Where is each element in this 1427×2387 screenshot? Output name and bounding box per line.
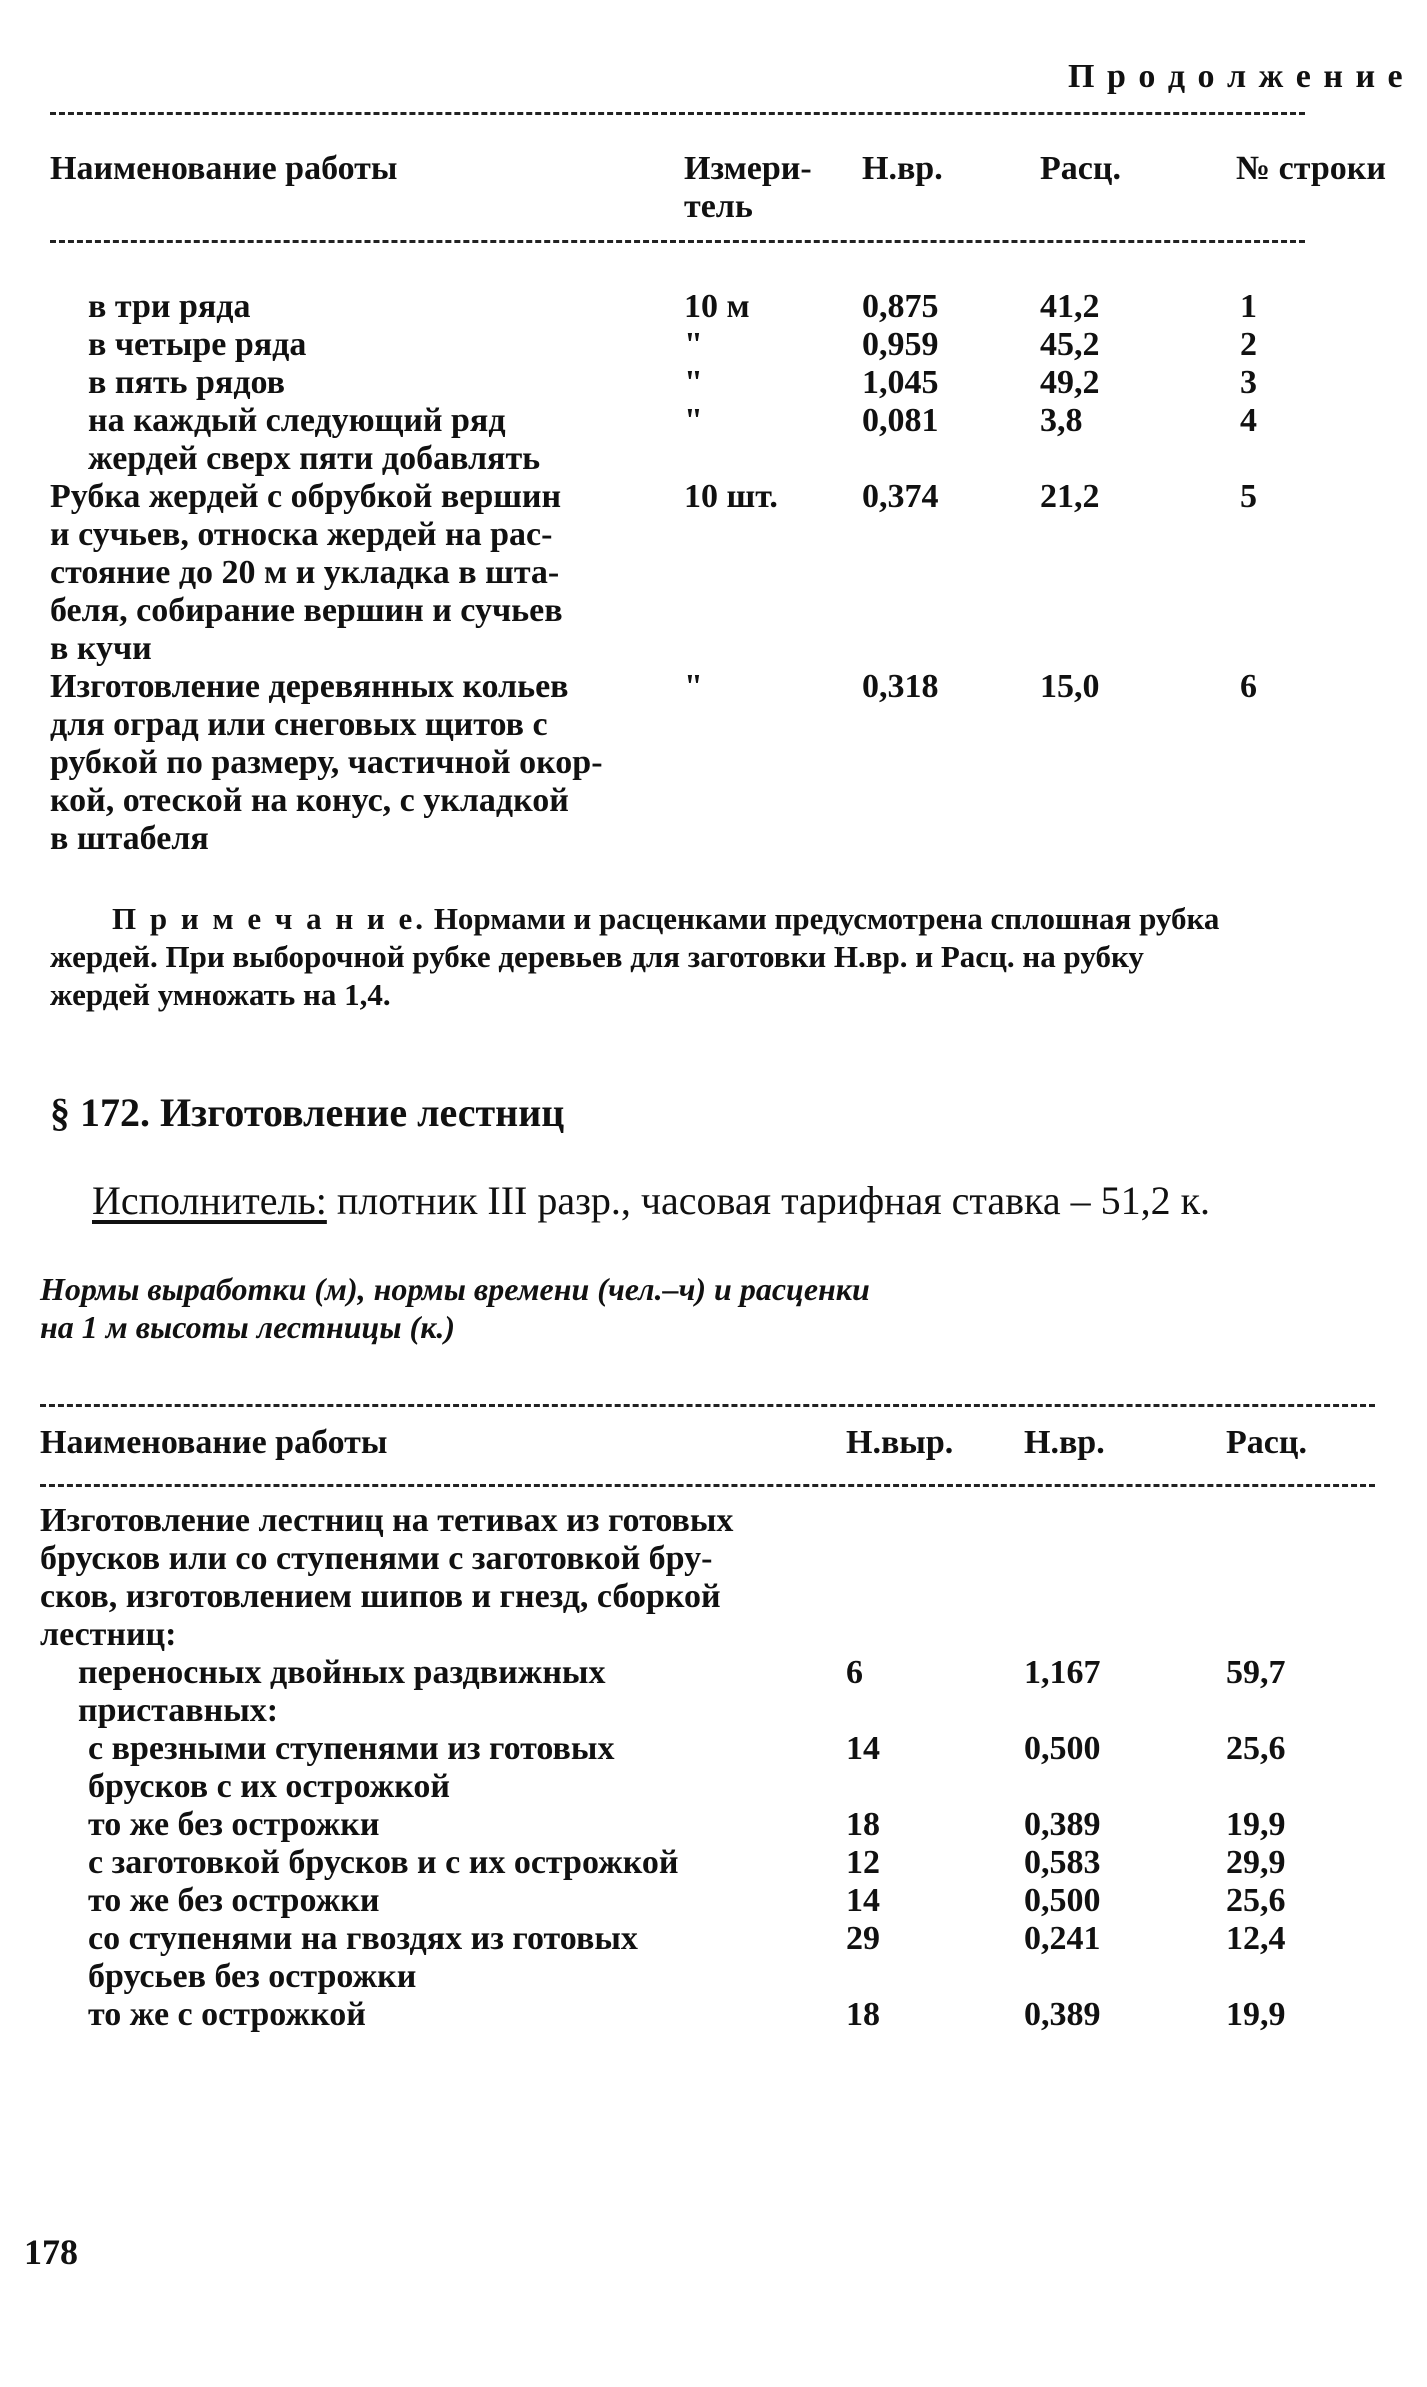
t1-row5-name-line4: беля, собирание вершин и сучьев <box>50 592 563 629</box>
note-line3: жердей умножать на 1,4. <box>50 977 391 1012</box>
t2-row8-rasc: 19,9 <box>1226 1996 1286 2033</box>
table2-header-rule <box>40 1484 1375 1487</box>
table2-top-rule <box>40 1404 1375 1407</box>
t2-row1-name: переносных двойных раздвижных <box>78 1654 606 1691</box>
t1-row6-name-line2: для оград или снеговых щитов с <box>50 706 548 743</box>
t1-header-row: № строки <box>1236 150 1386 187</box>
t2-row3-nvr: 0,500 <box>1024 1730 1101 1767</box>
t2-row7-nvyr: 29 <box>846 1920 880 1957</box>
t1-row3-nvr: 1,045 <box>862 364 939 401</box>
t2-header-nvyr: Н.выр. <box>846 1424 954 1461</box>
t2-row3-nvyr: 14 <box>846 1730 880 1767</box>
t2-row3-rasc: 25,6 <box>1226 1730 1286 1767</box>
t1-row5-name-line2: и сучьев, относка жердей на рас- <box>50 516 553 553</box>
t1-row3-name: в пять рядов <box>88 364 286 401</box>
t2-intro-line2: брусков или со ступенями с заготовкой бру- <box>40 1540 713 1577</box>
t2-row8-nvr: 0,389 <box>1024 1996 1101 2033</box>
t2-row7-rasc: 12,4 <box>1226 1920 1286 1957</box>
section-title: § 172. Изготовление лестниц <box>50 1090 565 1135</box>
t1-row2-number: 2 <box>1240 326 1257 363</box>
continuation-label: П р о д о л ж е н и е <box>1068 58 1405 95</box>
t2-row5-rasc: 29,9 <box>1226 1844 1286 1881</box>
executor-text: плотник III разр., часовая тарифная ставка – 51,2 к. <box>336 1178 1211 1223</box>
t1-row5-rasc: 21,2 <box>1040 478 1100 515</box>
t2-header-nvr: Н.вр. <box>1024 1424 1105 1461</box>
t1-row2-nvr: 0,959 <box>862 326 939 363</box>
t1-header-name: Наименование работы <box>50 150 398 187</box>
executor-label: Исполнитель: <box>92 1178 327 1223</box>
t1-row6-name-line4: кой, отеской на конус, с укладкой <box>50 782 569 819</box>
t1-row1-number: 1 <box>1240 288 1257 325</box>
t1-row4-unit: " <box>684 402 703 439</box>
t2-row1-nvr: 1,167 <box>1024 1654 1101 1691</box>
t2-row6-nvr: 0,500 <box>1024 1882 1101 1919</box>
note-line2: жердей. При выборочной рубке деревьев для заготовки Н.вр. и Расц. на рубку <box>50 939 1144 974</box>
table1-header-rule <box>50 240 1305 243</box>
t2-intro-line4: лестниц: <box>40 1616 177 1653</box>
note-label: П р и м е ч а н и е. <box>112 901 427 936</box>
t1-row1-unit: 10 м <box>684 288 750 325</box>
t2-row7-nvr: 0,241 <box>1024 1920 1101 1957</box>
t1-header-unit-line2: тель <box>684 188 753 225</box>
note-text-line1: Нормами и расценками предусмотрена сплошная рубка <box>433 901 1220 936</box>
caption-line2: на 1 м высоты лестницы (к.) <box>40 1309 456 1345</box>
t1-row5-name-line1: Рубка жердей с обрубкой вершин <box>50 478 562 515</box>
t1-row4-name-line1: на каждый следующий ряд <box>88 402 506 439</box>
caption-line1: Нормы выработки (м), нормы времени (чел.–ч) и расценки <box>40 1271 870 1307</box>
t1-header-unit-line1: Измери- <box>684 150 812 187</box>
t2-row4-name: то же без острожки <box>88 1806 380 1843</box>
t2-header-rasc: Расц. <box>1226 1424 1307 1461</box>
t1-row5-nvr: 0,374 <box>862 478 939 515</box>
t1-row3-rasc: 49,2 <box>1040 364 1100 401</box>
t2-row1-rasc: 59,7 <box>1226 1654 1286 1691</box>
t2-row4-nvyr: 18 <box>846 1806 880 1843</box>
t2-row6-rasc: 25,6 <box>1226 1882 1286 1919</box>
t2-row7-name-line2: брусьев без острожки <box>88 1958 417 1995</box>
t2-row6-nvyr: 14 <box>846 1882 880 1919</box>
t2-row5-nvyr: 12 <box>846 1844 880 1881</box>
t1-header-rasc: Расц. <box>1040 150 1121 187</box>
t2-row7-name-line1: со ступенями на гвоздях из готовых <box>88 1920 638 1957</box>
t1-row5-name-line3: стояние до 20 м и укладка в шта- <box>50 554 560 591</box>
table1-top-rule <box>50 112 1305 115</box>
t1-row6-rasc: 15,0 <box>1040 668 1100 705</box>
t1-row1-nvr: 0,875 <box>862 288 939 325</box>
executor-line <box>92 1178 1210 1224</box>
t2-row8-name: то же с острожкой <box>88 1996 366 2033</box>
t1-row5-name-line5: в кучи <box>50 630 152 667</box>
t2-row8-nvyr: 18 <box>846 1996 880 2033</box>
t1-row4-nvr: 0,081 <box>862 402 939 439</box>
t1-row5-number: 5 <box>1240 478 1257 515</box>
t1-header-nvr: Н.вр. <box>862 150 943 187</box>
t2-row4-rasc: 19,9 <box>1226 1806 1286 1843</box>
t2-row4-nvr: 0,389 <box>1024 1806 1101 1843</box>
note-line1 <box>112 900 1219 938</box>
page-number: 178 <box>24 2232 78 2272</box>
t2-row1-nvyr: 6 <box>846 1654 863 1691</box>
t2-row5-name: с заготовкой брусков и с их острожкой <box>88 1844 679 1881</box>
t2-row3-name-line2: брусков с их острожкой <box>88 1768 450 1805</box>
t2-intro-line1: Изготовление лестниц на тетивах из готовых <box>40 1502 734 1539</box>
t1-row6-nvr: 0,318 <box>862 668 939 705</box>
t2-row3-name-line1: с врезными ступенями из готовых <box>88 1730 615 1767</box>
t2-row5-nvr: 0,583 <box>1024 1844 1101 1881</box>
t1-row3-number: 3 <box>1240 364 1257 401</box>
t1-row4-rasc: 3,8 <box>1040 402 1083 439</box>
t1-row6-name-line3: рубкой по размеру, частичной окор- <box>50 744 603 781</box>
t2-row2-name: приставных: <box>78 1692 279 1729</box>
t1-row1-name: в три ряда <box>88 288 251 325</box>
t2-intro-line3: сков, изготовлением шипов и гнезд, сборкой <box>40 1578 721 1615</box>
t2-row6-name: то же без острожки <box>88 1882 380 1919</box>
t2-header-name: Наименование работы <box>40 1424 388 1461</box>
t1-row1-rasc: 41,2 <box>1040 288 1100 325</box>
t1-row2-unit: " <box>684 326 703 363</box>
t1-row2-rasc: 45,2 <box>1040 326 1100 363</box>
t1-row3-unit: " <box>684 364 703 401</box>
t1-row6-number: 6 <box>1240 668 1257 705</box>
t1-row2-name: в четыре ряда <box>88 326 307 363</box>
t1-row5-unit: 10 шт. <box>684 478 778 515</box>
t1-row6-unit: " <box>684 668 703 705</box>
t1-row4-name-line2: жердей сверх пяти добавлять <box>88 440 541 477</box>
t1-row4-number: 4 <box>1240 402 1257 439</box>
t1-row6-name-line1: Изготовление деревянных кольев <box>50 668 569 705</box>
t1-row6-name-line5: в штабеля <box>50 820 209 857</box>
